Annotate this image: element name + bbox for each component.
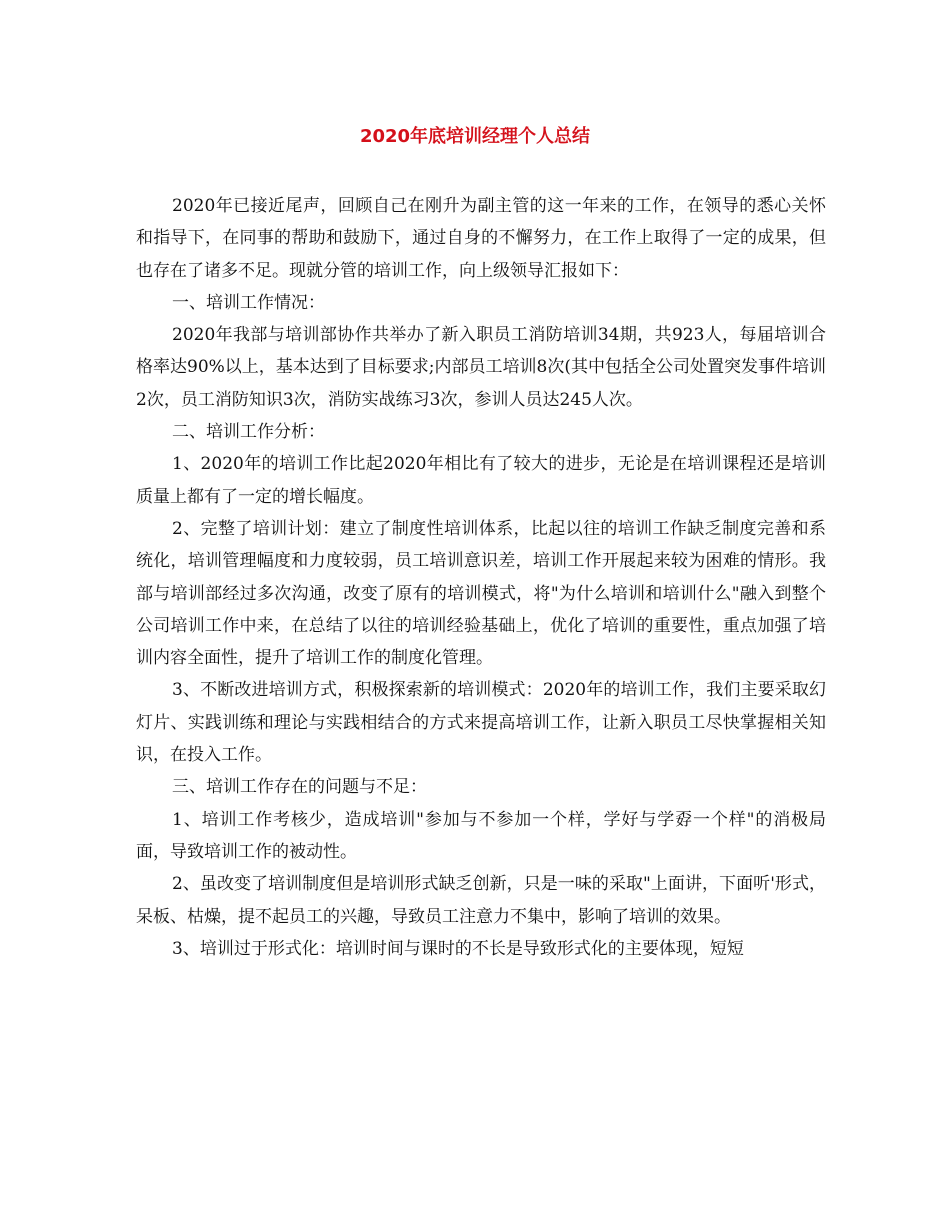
document-body	[136, 190, 826, 965]
paragraph-problem-1: 1、培训工作考核少，造成培训"参加与不参加一个样，学好与学孬一个样"的消极局面，导致培训工作的被动性。	[136, 809, 826, 862]
paragraph-analysis-3: 3、不断改进培训方式，积极探索新的培训模式：2020年的培训工作，我们主要采取幻灯片、实践训练和理论与实践相结合的方式来提高培训工作，让新入职员工尽快掌握相关知识，在投入工作。	[136, 680, 826, 766]
document-title: 2020年底培训经理个人总结	[359, 126, 591, 147]
paragraph-intro: 2020年已接近尾声，回顾自己在刚升为副主管的这一年来的工作，在领导的悉心关怀和指导下，在同事的帮助和鼓励下，通过自身的不懈努力，在工作上取得了一定的成果，但也存在了诸多不足。现就分管的培训工作，向上级领导汇报如下：	[136, 196, 826, 281]
section-heading-2: 二、培训工作分析：	[172, 422, 325, 443]
section-heading-1: 一、培训工作情况：	[172, 292, 325, 313]
paragraph-analysis-1: 1、2020年的培训工作比起2020年相比有了较大的进步，无论是在培训课程还是培训质量上都有了一定的增长幅度。	[136, 454, 826, 507]
paragraph-analysis-2: 2、完整了培训计划：建立了制度性培训体系，比起以往的培训工作缺乏制度完善和系统化，培训管理幅度和力度较弱，员工培训意识差，培训工作开展起来较为困难的情形。我部与培训部经过多次沟通，改变了原有的培训模式，将"为什么培训和培训什么"融入到整个公司培训工作中来，在总结了以往的培训经验基础上，优化了培训的重要性，重点加强了培训内容全面性，提升了培训工作的制度化管理。	[136, 518, 826, 669]
paragraph-training-status: 2020年我部与培训部协作共举办了新入职员工消防培训34期，共923人，每届培训合格率达90%以上，基本达到了目标要求;内部员工培训8次(其中包括全公司处置突发事件培训2次，员工消防知识3次，消防实战练习3次，参训人员达245人次。	[136, 325, 826, 410]
section-heading-3: 三、培训工作存在的问题与不足：	[172, 777, 427, 798]
paragraph-problem-2: 2、虽改变了培训制度但是培训形式缺乏创新，只是一味的采取"上面讲，下面听'形式，呆板、枯燥，提不起员工的兴趣，导致员工注意力不集中，影响了培训的效果。	[136, 874, 826, 927]
paragraph-problem-3: 3、培训过于形式化：培训时间与课时的不长是导致形式化的主要体现，短短	[172, 938, 744, 959]
